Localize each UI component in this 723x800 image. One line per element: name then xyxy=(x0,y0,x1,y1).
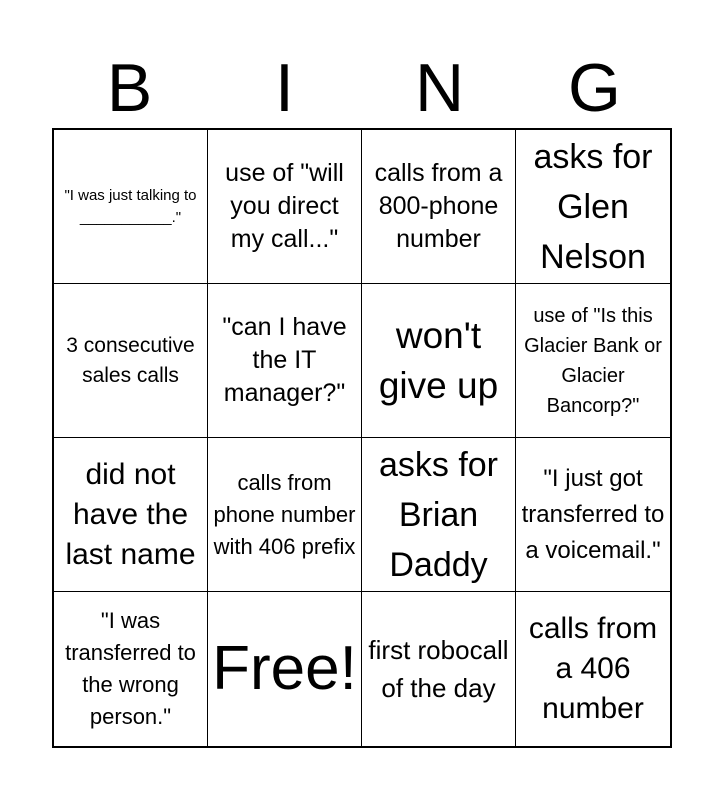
cell-text: calls from phone number with 406 prefix xyxy=(213,469,356,559)
bingo-cell[interactable] xyxy=(54,284,208,438)
bingo-cell[interactable] xyxy=(516,592,670,746)
cell-text: first robocall of the day xyxy=(368,635,509,703)
cell-text: calls from a 406 number xyxy=(528,612,658,725)
cell-text: "I was transferred to the wrong person." xyxy=(65,608,196,729)
cell-text: use of "will you direct my call..." xyxy=(225,159,344,253)
header-letter-n: N xyxy=(414,50,465,126)
cell-text: "I just got transferred to a voicemail." xyxy=(521,464,665,564)
header-letter-b: B xyxy=(106,50,153,126)
cell-text: asks for Brian Daddy xyxy=(378,445,499,584)
free-space[interactable] xyxy=(208,592,362,746)
free-space-label: Free! xyxy=(212,634,357,703)
bingo-cell[interactable] xyxy=(54,592,208,746)
cell-text: 3 consecutive sales calls xyxy=(66,333,195,387)
header-letter-g: G xyxy=(568,50,621,126)
cell-text: "I was just talking to ___________." xyxy=(64,186,197,226)
bingo-cell[interactable] xyxy=(516,438,670,592)
bingo-cell[interactable] xyxy=(362,592,516,746)
bingo-cell[interactable] xyxy=(208,438,362,592)
bingo-cell[interactable] xyxy=(208,284,362,438)
cell-text: use of "Is this Glacier Bank or Glacier Bancorp?" xyxy=(524,304,662,417)
bingo-cell[interactable] xyxy=(362,284,516,438)
cell-text: won't give up xyxy=(378,314,499,406)
bingo-cell[interactable] xyxy=(54,130,208,284)
cell-text: "can I have the IT manager?" xyxy=(222,313,347,407)
bingo-cell[interactable] xyxy=(516,130,670,284)
bingo-cell[interactable] xyxy=(208,130,362,284)
cell-text: asks for Glen Nelson xyxy=(533,137,653,276)
bingo-cell[interactable] xyxy=(362,130,516,284)
cell-text: did not have the last name xyxy=(65,457,196,571)
bingo-board xyxy=(52,128,672,748)
bingo-cell[interactable] xyxy=(362,438,516,592)
bingo-cell[interactable] xyxy=(516,284,670,438)
cell-text: calls from a 800-phone number xyxy=(374,159,503,253)
bingo-header xyxy=(52,48,672,128)
header-letter-i: I xyxy=(275,50,294,126)
bingo-cell[interactable] xyxy=(54,438,208,592)
